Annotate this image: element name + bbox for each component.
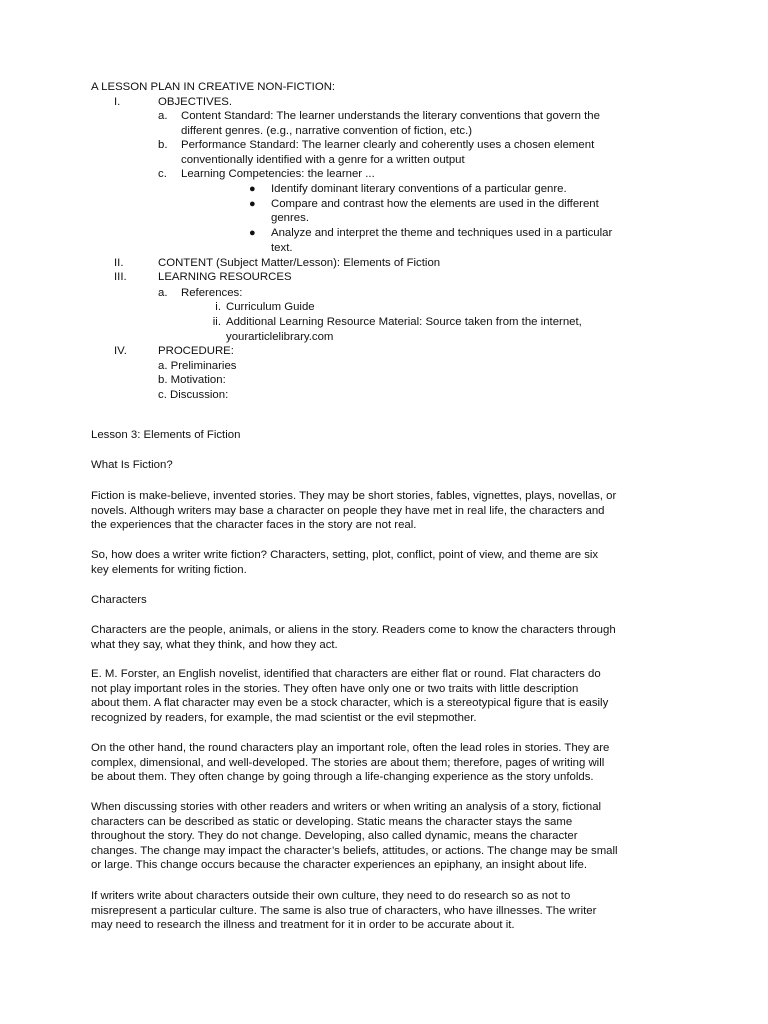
reference-2-line2: yourarticlelibrary.com [226,331,334,343]
paragraph-line: complex, dimensional, and well-developed. The stories are about them; therefore, pages of writing will [91,756,605,769]
bullet-icon: ● [249,227,256,239]
procedure-step-2: b. Motivation: [158,374,226,386]
content-standard-num: a. [158,110,168,122]
paragraph-line: what they say, what they think, and how they act. [91,638,338,651]
paragraph-line: If writers write about characters outside their own culture, they need to do research so as not to [91,890,571,902]
paragraph-line: E. M. Forster, an English novelist, identified that characters are either flat or round. Flat characters do [91,668,601,680]
paragraph-6 [91,800,618,873]
references-num: a. [158,287,168,299]
paragraph-line: Characters are the people, animals, or aliens in the story. Readers come to know the characters through [91,624,616,636]
objectives-heading: OBJECTIVES. [158,96,233,108]
competency-2-line1: Compare and contrast how the elements are used in the different [271,198,599,210]
bullet-icon: ● [249,198,256,210]
reference-2-num: ii. [212,316,221,328]
content-text: CONTENT (Subject Matter/Lesson): Elements of Fiction [158,257,441,269]
paragraph-line: key elements for writing fiction. [91,563,247,576]
performance-standard-num: b. [158,139,168,151]
paragraph-line: Fiction is make-believe, invented stories. They may be short stories, fables, vignettes, plays, novellas, or [91,490,617,502]
paragraph-line: recognized by readers, for example, the mad scientist or the evil stepmother. [91,711,477,724]
paragraph-2 [91,548,598,577]
references-label: References: [181,287,243,299]
procedure-num: IV. [114,345,127,357]
reference-2-line1: Additional Learning Resource Material: Source taken from the internet, [226,316,582,328]
competency-3-line1: Analyze and interpret the theme and techniques used in a particular [271,227,613,239]
competencies-label: Learning Competencies: the learner ... [181,168,375,180]
paragraph-line: not play important roles in the stories. They often have only one or two traits with little description [91,682,579,695]
bullet-icon: ● [249,183,256,195]
content-num: II. [114,257,124,269]
paragraph-line: novels. Although writers may base a character on people they have met in real life, the characters and [91,504,605,517]
paragraph-line: characters can be described as static or developing. Static means the character stays the same [91,815,573,828]
lesson-subtitle: What Is Fiction? [91,459,173,471]
paragraph-line: changes. The change may impact the character’s beliefs, attitudes, or actions. The change may be small [91,844,618,857]
paragraph-line: the experiences that the character faces in the story are not real. [91,519,417,532]
competency-1-line1: Identify dominant literary conventions of a particular genre. [271,183,567,195]
procedure-step-1: a. Preliminaries [158,360,237,372]
characters-heading: Characters [91,594,147,606]
paragraph-line: be about them. They often change by going through a life-changing experience as the story unfolds. [91,771,594,784]
lesson-title: Lesson 3: Elements of Fiction [91,429,241,441]
resources-heading: LEARNING RESOURCES [158,271,292,283]
performance-standard-line1: Performance Standard: The learner clearly and coherently uses a chosen element [181,139,595,151]
reference-1-text: Curriculum Guide [226,301,315,313]
paragraph-5 [91,741,609,785]
lesson-plan-title: A LESSON PLAN IN CREATIVE NON-FICTION: [91,81,336,93]
paragraph-line: about them. A flat character may even be a stock character, which is a stereotypical figure that is easily [91,697,609,710]
paragraph-line: So, how does a writer write fiction? Characters, setting, plot, conflict, point of view, and theme are six [91,549,599,561]
resources-num: III. [114,271,127,283]
paragraph-3 [91,623,616,652]
performance-standard-line2: conventionally identified with a genre for a written output [181,154,465,166]
paragraph-line: or large. This change occurs because the character experiences an epiphany, an insight about life. [91,859,588,872]
objectives-num: I. [114,96,121,108]
competency-2-line2: genres. [271,212,309,224]
reference-1-num: i. [215,301,221,313]
paragraph-7 [91,889,596,933]
paragraph-1 [91,489,616,533]
content-standard-line1: Content Standard: The learner understands the literary conventions that govern the [181,110,600,122]
competencies-num: c. [158,168,167,180]
procedure-heading: PROCEDURE: [158,345,234,357]
competency-3-line2: text. [271,242,293,254]
procedure-step-3: c. Discussion: [158,389,229,401]
content-standard-line2: different genres. (e.g., narrative convention of fiction, etc.) [181,125,473,137]
paragraph-line: may need to research the illness and treatment for it in order to be accurate about it. [91,919,515,932]
paragraph-line: throughout the story. They do not change. Developing, also called dynamic, means the character [91,830,578,843]
paragraph-line: misrepresent a particular culture. The same is also true of characters, who have illnesses. The writer [91,904,597,917]
paragraph-4 [91,667,608,725]
paragraph-line: When discussing stories with other readers and writers or when writing an analysis of a story, fictional [91,801,602,813]
paragraph-line: On the other hand, the round characters play an important role, often the lead roles in stories. They are [91,742,610,754]
